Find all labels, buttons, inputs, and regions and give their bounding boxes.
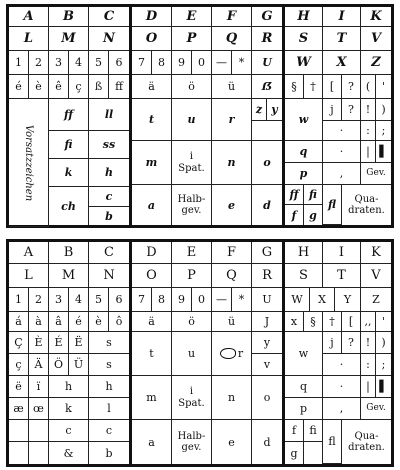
- case-compartment: B: [49, 242, 89, 264]
- case-compartment: 9: [172, 51, 192, 75]
- case-compartment: é: [9, 75, 29, 99]
- case-compartment: 7: [132, 51, 152, 75]
- case-compartment: [29, 420, 49, 442]
- case-compartment: 3: [49, 288, 69, 312]
- case-compartment: á: [9, 312, 29, 332]
- case-compartment: è: [89, 312, 109, 332]
- case-compartment: s: [89, 354, 129, 376]
- case-compartment: 7: [132, 288, 152, 312]
- case-compartment: ff: [109, 75, 129, 99]
- case-compartment: ·: [323, 121, 361, 141]
- case-compartment: C: [89, 242, 129, 264]
- case-compartment: E: [172, 7, 212, 27]
- case-compartment: z: [252, 99, 267, 121]
- case-compartment: [9, 420, 29, 442]
- compartment-label: gev.: [181, 442, 202, 453]
- case-compartment: [252, 121, 282, 141]
- case-compartment: H: [285, 242, 323, 264]
- case-compartment: 4: [69, 51, 89, 75]
- case-compartment: T: [323, 27, 361, 51]
- case-compartment: 0: [192, 51, 212, 75]
- case-compartment: M: [49, 27, 89, 51]
- case-compartment: I: [323, 242, 361, 264]
- case-compartment: 5: [89, 288, 109, 312]
- case-compartment: e: [212, 185, 252, 225]
- case-compartment: ): [376, 332, 391, 354]
- case-compartment: ß: [89, 75, 109, 99]
- case-compartment: u: [172, 332, 212, 376]
- case-compartment: f: [285, 420, 304, 442]
- case-compartment: X: [323, 51, 361, 75]
- case-compartment: y: [267, 99, 282, 121]
- case-compartment: t: [132, 99, 172, 141]
- case-compartment: 9: [172, 288, 192, 312]
- case-compartment: 2: [29, 51, 49, 75]
- case-compartment: ll: [89, 99, 129, 131]
- case-compartment: v: [252, 354, 282, 376]
- case-compartment: Q: [212, 264, 252, 288]
- case-compartment: L: [9, 27, 49, 51]
- case-compartment: â: [49, 312, 69, 332]
- case-compartment: È: [29, 332, 49, 354]
- case-compartment: ê: [49, 75, 69, 99]
- case-compartment-spatien: [172, 376, 212, 420]
- case-compartment-spatien: [172, 141, 212, 185]
- case-compartment: b: [105, 209, 113, 223]
- case-compartment: ä: [132, 75, 172, 99]
- case-compartment: ,: [323, 398, 361, 420]
- case-compartment: ?: [342, 332, 361, 354]
- case-compartment: ): [376, 99, 391, 121]
- case-compartment: œ: [29, 398, 49, 420]
- case-compartment: A: [9, 242, 49, 264]
- case-compartment: à: [29, 312, 49, 332]
- compartment-label: draten.: [348, 205, 385, 216]
- case-section-middle: [132, 242, 282, 464]
- case-compartment: V: [361, 27, 391, 51]
- case-compartment: 0: [192, 288, 212, 312]
- case-compartment: R: [252, 264, 282, 288]
- case-compartment: ä: [132, 312, 172, 332]
- case-compartment: ff: [285, 185, 304, 205]
- case-compartment: ·: [323, 354, 361, 376]
- case-compartment: d: [263, 198, 271, 212]
- case-compartment: fi: [304, 420, 323, 442]
- case-compartment: N: [89, 27, 129, 51]
- case-compartment: y: [252, 332, 282, 354]
- case-compartment: F: [212, 7, 252, 27]
- case-compartment: h: [89, 376, 129, 398]
- case-compartment: ü: [212, 75, 252, 99]
- case-compartment: g: [285, 442, 304, 464]
- case-compartment: [9, 442, 29, 464]
- case-compartment: †: [323, 312, 342, 332]
- case-compartment: G: [252, 242, 282, 264]
- case-compartment-halbgeviert: [172, 185, 212, 225]
- case-compartment: p: [285, 398, 323, 420]
- case-compartment: Ö: [49, 354, 69, 376]
- case-compartment: l: [89, 398, 129, 420]
- case-compartment: ;: [376, 354, 391, 376]
- case-compartment: V: [361, 264, 391, 288]
- case-compartment: ·: [323, 141, 361, 163]
- case-compartment: k: [49, 398, 89, 420]
- case-compartment: n: [212, 376, 252, 420]
- case-compartment: ẞ: [252, 75, 282, 99]
- compartment-letter: i: [189, 151, 194, 162]
- case-compartment: I: [323, 7, 361, 27]
- compartment-label: Halb-: [177, 430, 206, 442]
- case-compartment: ö: [172, 312, 212, 332]
- case-compartment: fi: [304, 185, 323, 205]
- case-compartment: —: [212, 288, 232, 312]
- antiqua-type-case: [6, 239, 394, 467]
- case-compartment: f: [285, 205, 304, 225]
- case-compartment: ,,: [361, 312, 376, 332]
- case-compartment: P: [172, 27, 212, 51]
- case-compartment: ;: [376, 121, 391, 141]
- compartment-label: Spat.: [178, 397, 205, 409]
- case-compartment: o: [252, 141, 282, 185]
- case-compartment: ,: [323, 163, 361, 185]
- case-compartment: Ë: [69, 332, 89, 354]
- case-section-middle: [132, 7, 282, 225]
- case-compartment: [29, 442, 49, 464]
- case-compartment: A: [9, 7, 49, 27]
- case-compartment: h: [89, 159, 129, 187]
- case-compartment: p: [285, 163, 323, 185]
- case-compartment: H: [285, 7, 323, 27]
- case-compartment: ô: [109, 312, 129, 332]
- case-compartment: ▌: [376, 141, 391, 163]
- case-compartment: ?: [342, 75, 361, 99]
- case-compartment: d: [263, 435, 271, 449]
- case-compartment: 8: [152, 288, 172, 312]
- case-compartment: J: [252, 312, 282, 332]
- case-compartment: 1: [9, 51, 29, 75]
- case-section-left: [9, 7, 129, 225]
- case-compartment: U: [252, 51, 282, 75]
- case-compartment: c: [89, 187, 129, 207]
- case-compartment: [: [323, 75, 342, 99]
- case-compartment: C: [89, 7, 129, 27]
- case-compartment: o: [252, 376, 282, 420]
- case-compartment: T: [323, 264, 361, 288]
- case-compartment: É: [49, 332, 69, 354]
- case-section-left: [9, 242, 129, 464]
- compartment-letter: i: [189, 386, 194, 397]
- case-compartment-geviert: Gev.: [361, 163, 391, 185]
- case-compartment: 8: [152, 51, 172, 75]
- case-compartment: s: [89, 332, 129, 354]
- case-compartment: u: [172, 99, 212, 141]
- case-compartment: *: [232, 288, 252, 312]
- compartment-label: draten.: [348, 442, 385, 453]
- case-compartment: Ä: [29, 354, 49, 376]
- case-compartment: O: [132, 264, 172, 288]
- case-compartment: k: [49, 159, 89, 187]
- case-compartment: h: [49, 376, 89, 398]
- case-compartment: §: [285, 75, 304, 99]
- vorsatz-label: Vorsatzzeichen: [9, 99, 49, 227]
- case-compartment: t: [132, 332, 172, 376]
- case-compartment: &: [49, 442, 89, 464]
- case-compartment: [: [342, 312, 361, 332]
- case-compartment: G: [252, 7, 282, 27]
- case-compartment: q: [285, 141, 323, 163]
- case-compartment: c: [49, 420, 89, 442]
- case-compartment: D: [132, 7, 172, 27]
- case-compartment: 3: [49, 51, 69, 75]
- case-compartment: è: [29, 75, 49, 99]
- case-compartment: g: [304, 205, 323, 225]
- case-compartment: c: [89, 420, 129, 442]
- case-compartment-geviert: Gev.: [361, 398, 391, 420]
- case-compartment: Q: [212, 27, 252, 51]
- case-compartment: m: [132, 141, 172, 185]
- case-compartment: ü: [212, 312, 252, 332]
- case-compartment: |: [361, 376, 376, 398]
- case-compartment: N: [89, 264, 129, 288]
- case-compartment: !: [361, 99, 376, 121]
- case-compartment: !: [361, 332, 376, 354]
- case-compartment: 2: [29, 288, 49, 312]
- case-compartment: j: [323, 332, 342, 354]
- case-compartment: é: [69, 312, 89, 332]
- compartment-label: Spat.: [178, 162, 205, 174]
- case-compartment: ch: [49, 187, 89, 225]
- case-compartment: j: [323, 99, 342, 121]
- case-compartment: K: [361, 242, 391, 264]
- case-compartment: [212, 332, 252, 376]
- case-compartment: 6: [109, 51, 129, 75]
- case-compartment-quadraten: [342, 420, 391, 464]
- case-compartment: ë: [9, 376, 29, 398]
- case-compartment: §: [304, 312, 323, 332]
- printer-ornament-icon: [220, 348, 236, 359]
- case-compartment: E: [172, 242, 212, 264]
- case-compartment: n: [212, 141, 252, 185]
- case-compartment: 4: [69, 288, 89, 312]
- case-compartment: w: [285, 99, 323, 141]
- case-compartment: fl: [323, 420, 342, 464]
- case-compartment: q: [285, 376, 323, 398]
- case-compartment: K: [361, 7, 391, 27]
- case-compartment: (: [361, 75, 376, 99]
- case-compartment: Ç: [9, 332, 29, 354]
- case-compartment: ss: [89, 131, 129, 159]
- case-compartment: X: [310, 288, 335, 312]
- compartment-letter: r: [237, 347, 244, 360]
- compartment-label: gev.: [181, 205, 202, 216]
- case-compartment: |: [361, 141, 376, 163]
- case-section-right: [285, 7, 391, 225]
- compartment-label: Qua-: [354, 430, 379, 442]
- case-compartment-quadraten: [342, 185, 391, 225]
- case-compartment: D: [132, 242, 172, 264]
- case-compartment: fl: [323, 185, 342, 225]
- case-compartment: fi: [49, 131, 89, 159]
- compartment-label: Qua-: [354, 193, 379, 205]
- case-compartment: ï: [29, 376, 49, 398]
- case-compartment: Y: [335, 288, 361, 312]
- case-compartment: ff: [49, 99, 89, 131]
- case-compartment: b: [105, 446, 113, 460]
- case-compartment: x: [285, 312, 304, 332]
- case-compartment: [304, 442, 323, 464]
- case-compartment: W: [285, 51, 323, 75]
- case-compartment: 6: [109, 288, 129, 312]
- case-compartment: M: [49, 264, 89, 288]
- case-compartment: ': [376, 75, 391, 99]
- case-compartment: †: [304, 75, 323, 99]
- case-compartment: R: [252, 27, 282, 51]
- compartment-label: Halb-: [177, 193, 206, 205]
- case-compartment: :: [361, 354, 376, 376]
- case-compartment: 5: [89, 51, 109, 75]
- case-compartment: :: [361, 121, 376, 141]
- case-compartment: ç: [69, 75, 89, 99]
- case-compartment: *: [232, 51, 252, 75]
- case-compartment: 1: [9, 288, 29, 312]
- case-compartment: r: [212, 99, 252, 141]
- case-compartment: ▌: [376, 376, 391, 398]
- case-compartment: ö: [172, 75, 212, 99]
- case-compartment-halbgeviert: [172, 420, 212, 464]
- case-compartment: w: [285, 332, 323, 376]
- case-compartment: S: [285, 27, 323, 51]
- case-compartment: L: [9, 264, 49, 288]
- case-compartment: æ: [9, 398, 29, 420]
- case-compartment: m: [132, 376, 172, 420]
- case-section-right: [285, 242, 391, 464]
- case-compartment: a: [132, 420, 172, 464]
- case-compartment: U: [252, 288, 282, 312]
- case-compartment: ': [376, 312, 391, 332]
- case-compartment: e: [212, 420, 252, 464]
- case-compartment: S: [285, 264, 323, 288]
- case-compartment: Z: [361, 51, 391, 75]
- case-compartment: ç: [9, 354, 29, 376]
- case-compartment: F: [212, 242, 252, 264]
- case-compartment: W: [285, 288, 310, 312]
- case-compartment: Ü: [69, 354, 89, 376]
- case-compartment: P: [172, 264, 212, 288]
- fraktur-type-case: [6, 4, 394, 228]
- case-compartment: Z: [361, 288, 391, 312]
- case-compartment: O: [132, 27, 172, 51]
- case-compartment: —: [212, 51, 232, 75]
- case-compartment: B: [49, 7, 89, 27]
- case-compartment: ?: [342, 99, 361, 121]
- case-compartment: ·: [323, 376, 361, 398]
- case-compartment: a: [132, 185, 172, 225]
